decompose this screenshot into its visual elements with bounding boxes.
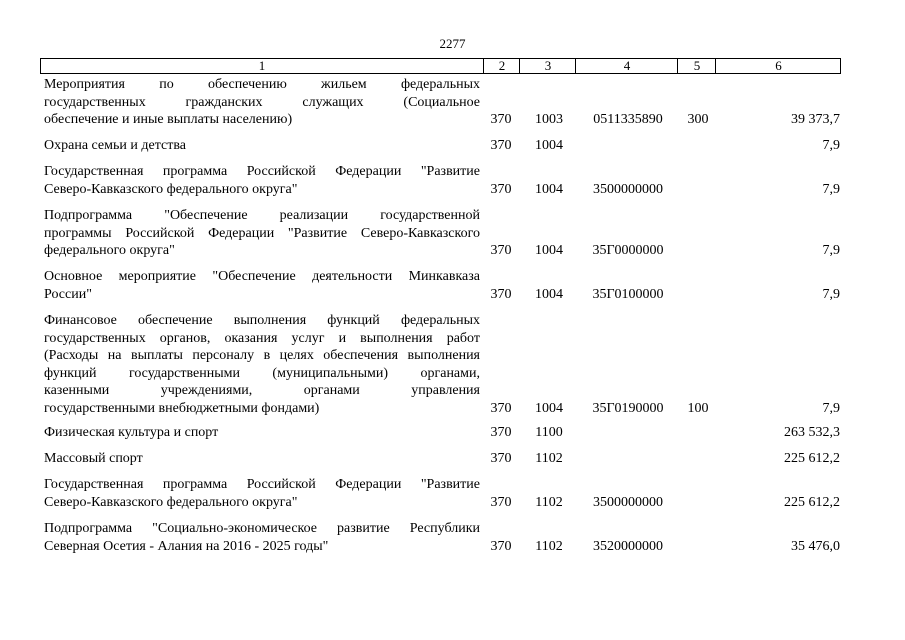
row-description (44, 268, 480, 303)
description-line: Северо-Кавказского федерального округа" (44, 494, 298, 510)
description-line: Основное мероприятие "Обеспечение деятельности Минкавказа (44, 269, 480, 284)
row-col-6: 7,9 (822, 138, 840, 153)
row-col-2: 370 (490, 425, 512, 440)
page-number: 2277 (439, 36, 466, 51)
row-description (44, 207, 480, 260)
description-line: функций государственными (муниципальными) органами, (44, 365, 480, 381)
row-col-4: 35Г0000000 (592, 243, 664, 258)
header-col-1: 1 (258, 58, 266, 73)
row-description (44, 76, 480, 129)
description-line: Государственная программа Российской Федерации "Развитие (44, 477, 480, 492)
description-line: (Расходы на выплаты персоналу в целях обеспечения выполнения (44, 348, 480, 363)
row-col-3: 1100 (535, 425, 563, 440)
description-line: Подпрограмма "Обеспечение реализации государственной (44, 208, 480, 223)
row-col-4: 35Г0100000 (592, 286, 664, 302)
row-col-3: 1102 (535, 451, 563, 466)
row-col-3: 1004 (535, 400, 563, 416)
description-line: Мероприятия по обеспечению жильем федеральных (44, 77, 480, 92)
row-col-6: 225 612,2 (784, 494, 840, 510)
description-line: Массовый спорт (44, 451, 143, 466)
table-header-row (40, 58, 841, 74)
header-col-6: 6 (715, 59, 841, 73)
row-description (44, 312, 480, 417)
row-col-6: 35 476,0 (791, 538, 840, 554)
row-col-2: 370 (490, 451, 512, 466)
description-line: государственных гражданских служащих (Социальное (44, 94, 480, 110)
description-line: федерального округа" (44, 243, 175, 258)
description-line: обеспечение и иные выплаты населению) (44, 112, 293, 127)
row-col-6: 7,9 (822, 400, 840, 416)
row-col-6: 7,9 (822, 181, 840, 197)
row-col-6: 7,9 (822, 286, 840, 302)
row-description (44, 476, 480, 511)
row-description (44, 520, 480, 555)
description-line: Северная Осетия - Алания на 2016 - 2025 годы" (44, 538, 329, 554)
row-col-2: 370 (490, 243, 512, 258)
row-description (44, 424, 480, 442)
row-col-3: 1004 (535, 286, 563, 302)
description-line: России" (44, 286, 92, 302)
row-col-3: 1102 (535, 494, 563, 510)
row-col-4: 3500000000 (593, 181, 663, 197)
header-col-3: 3 (519, 59, 576, 73)
description-line: Подпрограмма "Социально-экономическое развитие Республики (44, 521, 480, 536)
row-col-5: 300 (687, 112, 709, 127)
row-col-4: 3500000000 (593, 494, 663, 510)
description-line: Физическая культура и спорт (44, 425, 219, 440)
row-col-6: 39 373,7 (791, 112, 840, 127)
row-col-3: 1004 (535, 181, 563, 197)
description-line: Северо-Кавказского федерального округа" (44, 181, 298, 197)
row-description (44, 450, 480, 468)
row-col-3: 1003 (535, 112, 563, 127)
description-line: государственными внебюджетными фондами) (44, 400, 320, 416)
description-line: казенными учреждениями, органами управления (44, 383, 480, 398)
row-description (44, 163, 480, 198)
header-col-2: 2 (483, 59, 520, 73)
description-line: Государственная программа Российской Федерации "Развитие (44, 164, 480, 179)
row-col-3: 1004 (535, 138, 563, 153)
row-col-5: 100 (687, 400, 709, 416)
row-col-6: 7,9 (822, 243, 840, 258)
row-col-2: 370 (490, 494, 512, 510)
row-col-4: 35Г0190000 (592, 400, 664, 416)
row-col-4: 0511335890 (593, 112, 663, 127)
row-col-6: 225 612,2 (784, 451, 840, 466)
description-line: Охрана семьи и детства (44, 138, 186, 153)
header-col-4: 4 (575, 59, 678, 73)
header-col-5: 5 (677, 59, 716, 73)
row-col-2: 370 (490, 112, 512, 127)
row-col-3: 1102 (535, 538, 563, 554)
row-col-3: 1004 (535, 243, 563, 258)
row-col-2: 370 (490, 138, 512, 153)
row-col-6: 263 532,3 (784, 425, 840, 440)
row-col-2: 370 (490, 181, 512, 197)
row-col-4: 3520000000 (593, 538, 663, 554)
row-col-2: 370 (490, 286, 512, 302)
description-line: Финансовое обеспечение выполнения функций федеральных (44, 313, 480, 328)
row-col-2: 370 (490, 400, 512, 416)
row-description (44, 137, 480, 155)
description-line: программы Российской Федерации "Развитие Северо-Кавказского (44, 225, 480, 241)
row-col-2: 370 (490, 538, 512, 554)
description-line: государственных органов, оказания услуг и выполнения работ (44, 330, 480, 346)
